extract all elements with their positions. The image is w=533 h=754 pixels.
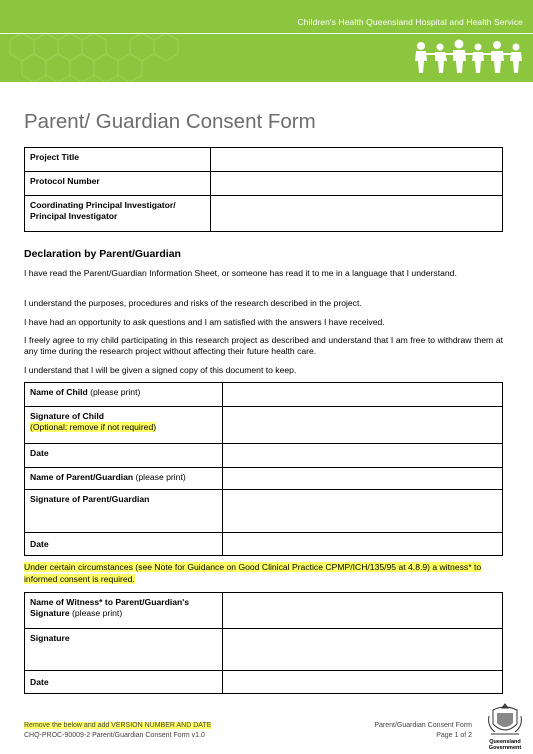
footer-instruction: Remove the below and add VERSION NUMBER AND DATE (24, 722, 212, 729)
page-number: Page 1 of 2 (436, 731, 472, 739)
witness-signature-field[interactable] (223, 629, 503, 671)
child-name-label: Name of Child (please print) (25, 383, 223, 407)
project-title-field[interactable] (211, 148, 503, 172)
child-parent-signature-table (24, 382, 503, 556)
witness-signature-label: Signature (25, 629, 223, 671)
parent-name-label: Name of Parent/Guardian (please print) (25, 468, 223, 490)
date-field[interactable] (223, 533, 503, 556)
parent-name-field[interactable] (223, 468, 503, 490)
witness-name-label: Name of Witness* to Parent/Guardian's Signature (please print) (25, 593, 223, 629)
child-signature-field[interactable] (223, 407, 503, 444)
date-field[interactable] (223, 671, 503, 694)
declaration-paragraph: I understand the purposes, procedures and risks of the research described in the project. (24, 298, 362, 308)
declaration-paragraph: I have read the Parent/Guardian Information Sheet, or someone has read it to me in a language that I understand. (24, 268, 457, 278)
witness-signature-table (24, 592, 503, 694)
organisation-name: Children's Health Queensland Hospital and Health Service (297, 17, 523, 27)
footer-left (24, 721, 211, 740)
queensland-government-crest-icon (485, 700, 525, 752)
date-field[interactable] (223, 444, 503, 468)
optional-note: (Optional: remove if not required) (30, 422, 157, 432)
parent-signature-field[interactable] (223, 490, 503, 533)
child-name-field[interactable] (223, 383, 503, 407)
child-signature-label: Signature of Child (Optional: remove if not required) (25, 407, 223, 444)
page-title: Parent/ Guardian Consent Form (24, 110, 316, 133)
investigator-label: Coordinating Principal Investigator/ Principal Investigator (25, 196, 211, 232)
protocol-number-field[interactable] (211, 172, 503, 196)
footer-right (374, 721, 472, 740)
witness-name-field[interactable] (223, 593, 503, 629)
project-title-label: Project Title (25, 148, 211, 172)
footer-form-name: Parent/Guardian Consent Form (374, 722, 472, 729)
declaration-paragraph: I have had an opportunity to ask questions and I am satisfied with the answers I have received. (24, 317, 385, 327)
children-holding-hands-icon (413, 38, 525, 74)
header-banner (0, 0, 533, 82)
footer-doc-code: CHQ-PROC-90009-2 Parent/Guardian Consent Form v1.0 (24, 731, 205, 739)
banner-divider (0, 33, 533, 34)
date-label: Date (25, 671, 223, 694)
declaration-paragraph: I freely agree to my child participating in this research project as described and understand that I am free to withdraw them at any time during the research project without affecting their future health care. (24, 335, 503, 356)
parent-signature-label: Signature of Parent/Guardian (25, 490, 223, 533)
date-label: Date (25, 533, 223, 556)
protocol-number-label: Protocol Number (25, 172, 211, 196)
investigator-field[interactable] (211, 196, 503, 232)
declaration-paragraph: I understand that I will be given a signed copy of this document to keep. (24, 365, 297, 375)
crest-text: Government (488, 745, 522, 751)
date-label: Date (25, 444, 223, 468)
crest-text: Queensland (489, 739, 521, 745)
witness-note: Under certain circumstances (see Note for Guidance on Good Clinical Practice CPMP/ICH/135/95 at 4.8.9) a witness* to informed consent is required. (24, 562, 482, 584)
project-info-table (24, 147, 503, 232)
declaration-heading: Declaration by Parent/Guardian (24, 248, 181, 260)
